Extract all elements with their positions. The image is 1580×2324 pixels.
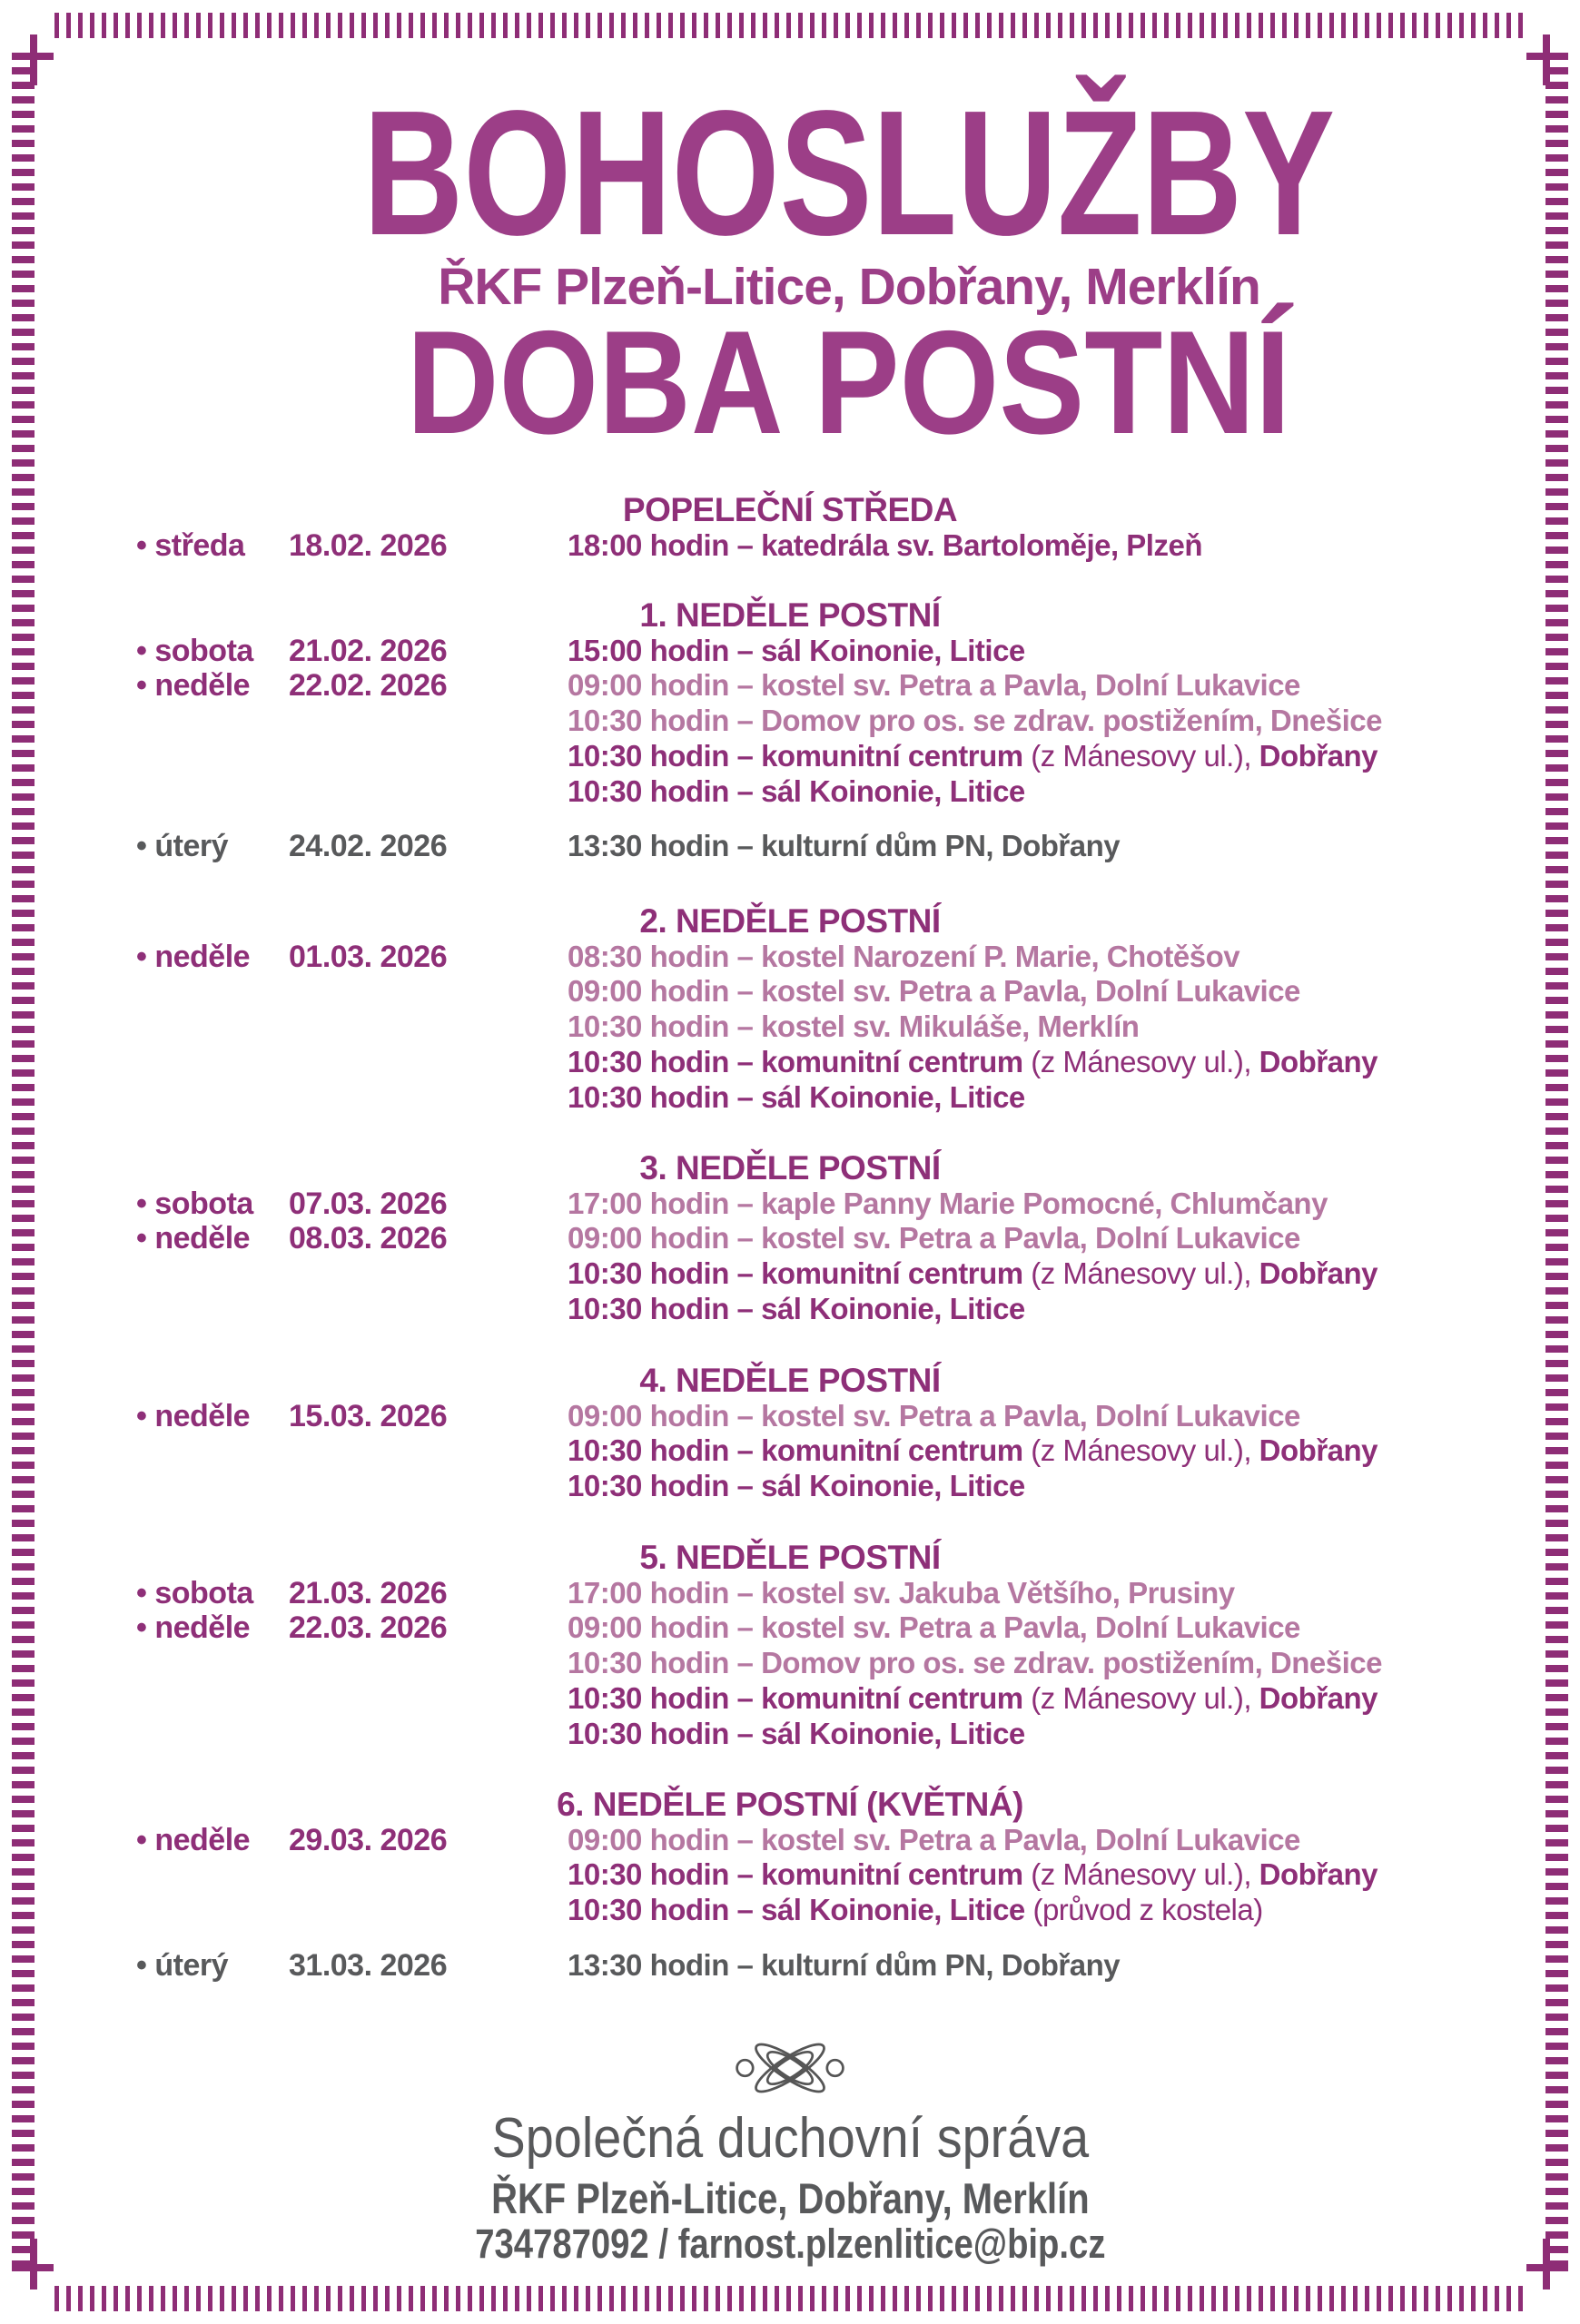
date-label <box>136 1610 447 1646</box>
service-time: 10:30 hodin – <box>568 1716 762 1750</box>
service-line <box>568 829 1580 864</box>
schedule-item <box>0 1948 1580 1984</box>
date-label <box>136 1576 447 1611</box>
service-place: sál Koinonie, Litice <box>761 633 1025 667</box>
service-line <box>568 974 1580 1009</box>
service-line <box>568 774 1580 810</box>
service-note: (průvod z kostela) <box>1032 1893 1263 1927</box>
date-value: 22.02. 2026 <box>289 668 448 704</box>
service-line <box>568 1221 1580 1256</box>
date-label <box>136 528 447 564</box>
schedule-item <box>0 1610 1580 1751</box>
service-place: kostel sv. Petra a Pavla, Dolní Lukavice <box>761 1822 1300 1856</box>
service-line <box>568 668 1580 704</box>
service-time: 10:30 hodin – <box>568 1857 762 1892</box>
service-place: kostel sv. Petra a Pavla, Dolní Lukavice <box>761 1398 1300 1433</box>
service-line <box>568 1399 1580 1434</box>
date-label <box>136 668 447 704</box>
day-of-week: • neděle <box>136 1398 251 1433</box>
date-label <box>136 829 447 864</box>
service-line <box>568 1433 1580 1469</box>
service-time: 13:30 hodin – <box>568 829 762 863</box>
service-line <box>568 704 1580 739</box>
service-line <box>568 634 1580 669</box>
border-bottom-dashes <box>54 2286 1526 2311</box>
service-time: 18:00 hodin – <box>568 527 762 562</box>
service-place: komunitní centrum <box>761 1857 1032 1892</box>
date-value: 31.03. 2026 <box>289 1947 448 1983</box>
schedule-item <box>0 829 1580 864</box>
service-time: 10:30 hodin – <box>568 1646 762 1680</box>
schedule-item <box>0 528 1580 564</box>
section-title: 3. NEDĚLE POSTNÍ <box>639 1149 941 1187</box>
service-note: (z Mánesovy ul.), <box>1031 1256 1259 1291</box>
service-note: (z Mánesovy ul.), <box>1031 1433 1259 1468</box>
service-lines <box>568 1187 1580 1222</box>
service-place: sál Koinonie, Litice <box>761 1079 1025 1114</box>
schedule-item <box>0 1187 1580 1222</box>
service-time: 10:30 hodin – <box>568 1079 762 1114</box>
service-place: komunitní centrum <box>761 738 1032 773</box>
section-title: 2. NEDĚLE POSTNÍ <box>639 902 941 940</box>
date-value: 15.03. 2026 <box>289 1398 448 1433</box>
date-value: 21.03. 2026 <box>289 1575 448 1610</box>
service-lines <box>568 1576 1580 1611</box>
service-line <box>568 1045 1580 1080</box>
service-lines <box>568 829 1580 864</box>
service-place: kostel Narození P. Marie, Chotěšov <box>761 939 1240 973</box>
section-title: 6. NEDĚLE POSTNÍ (KVĚTNÁ) <box>557 1786 1023 1823</box>
service-time: 09:00 hodin – <box>568 1610 762 1645</box>
service-time: 17:00 hodin – <box>568 1575 762 1610</box>
service-line <box>568 739 1580 774</box>
service-line <box>568 528 1580 564</box>
service-time: 13:30 hodin – <box>568 1947 762 1982</box>
service-note: (z Mánesovy ul.), <box>1031 1680 1259 1715</box>
schedule-item <box>0 1823 1580 1928</box>
date-value: 18.02. 2026 <box>289 527 448 563</box>
schedule-item <box>0 940 1580 1116</box>
date-value: 07.03. 2026 <box>289 1186 448 1221</box>
service-time: 09:00 hodin – <box>568 668 762 703</box>
service-place: komunitní centrum <box>761 1433 1032 1468</box>
day-of-week: • úterý <box>136 1947 228 1983</box>
date-value: 21.02. 2026 <box>289 633 448 668</box>
border-top-dashes <box>54 13 1526 38</box>
service-place: Domov pro os. se zdrav. postižením, Dnešice <box>761 1646 1382 1680</box>
schedule-section <box>0 493 1580 563</box>
service-line <box>568 1009 1580 1045</box>
service-note: (z Mánesovy ul.), <box>1031 1044 1259 1078</box>
service-time: 10:30 hodin – <box>568 773 762 808</box>
service-place: kaple Panny Marie Pomocné, Chlumčany <box>761 1186 1328 1220</box>
day-of-week: • neděle <box>136 668 251 704</box>
schedule-section <box>0 1787 1580 1984</box>
service-lines <box>568 1399 1580 1504</box>
service-line <box>568 1857 1580 1893</box>
service-lines <box>568 1823 1580 1928</box>
service-place: kulturní dům PN, Dobřany <box>761 1947 1121 1982</box>
service-line <box>568 1080 1580 1116</box>
service-lines <box>568 1610 1580 1751</box>
service-line <box>568 1256 1580 1292</box>
service-town: Dobřany <box>1259 1857 1378 1892</box>
service-line <box>568 1948 1580 1984</box>
schedule-item <box>0 1221 1580 1326</box>
service-place: katedrála sv. Bartoloměje, Plzeň <box>761 527 1202 562</box>
schedule-item <box>0 1399 1580 1504</box>
day-of-week: • sobota <box>136 1575 253 1610</box>
day-of-week: • neděle <box>136 1822 251 1857</box>
date-value: 24.02. 2026 <box>289 829 448 864</box>
service-time: 09:00 hodin – <box>568 1822 762 1856</box>
service-place: komunitní centrum <box>761 1044 1032 1078</box>
service-time: 10:30 hodin – <box>568 1009 762 1044</box>
schedule-item <box>0 668 1580 809</box>
service-line <box>568 1681 1580 1717</box>
day-of-week: • neděle <box>136 939 251 974</box>
knot-ornament-icon <box>0 2032 1580 2104</box>
date-label <box>136 940 447 975</box>
date-label <box>136 634 447 669</box>
service-place: komunitní centrum <box>761 1256 1032 1291</box>
service-place: kostel sv. Mikuláše, Merklín <box>761 1009 1140 1044</box>
service-time: 10:30 hodin – <box>568 704 762 738</box>
service-line <box>568 1292 1580 1327</box>
schedule-section <box>0 598 1580 864</box>
service-time: 17:00 hodin – <box>568 1186 762 1220</box>
service-place: sál Koinonie, Litice <box>761 1893 1033 1927</box>
service-line <box>568 1469 1580 1504</box>
service-lines <box>568 1221 1580 1326</box>
service-time: 15:00 hodin – <box>568 633 762 667</box>
section-title: 4. NEDĚLE POSTNÍ <box>639 1362 941 1399</box>
service-time: 10:30 hodin – <box>568 1256 762 1291</box>
service-town: Dobřany <box>1259 1256 1378 1291</box>
service-time: 10:30 hodin – <box>568 1291 762 1325</box>
service-place: kostel sv. Petra a Pavla, Dolní Lukavice <box>761 668 1300 703</box>
footer-administration: Společná duchovní správa <box>491 2107 1089 2170</box>
service-place: sál Koinonie, Litice <box>761 773 1025 808</box>
service-time: 08:30 hodin – <box>568 939 762 973</box>
service-time: 09:00 hodin – <box>568 974 762 1009</box>
date-label <box>136 1948 447 1984</box>
service-line <box>568 1893 1580 1928</box>
service-time: 10:30 hodin – <box>568 738 762 773</box>
service-line <box>568 1610 1580 1646</box>
service-place: sál Koinonie, Litice <box>761 1291 1025 1325</box>
service-line <box>568 1823 1580 1858</box>
service-place: sál Koinonie, Litice <box>761 1469 1025 1503</box>
parish-subtitle: ŘKF Plzeň-Litice, Dobřany, Merklín <box>438 258 1260 316</box>
service-line <box>568 1717 1580 1752</box>
service-time: 09:00 hodin – <box>568 1398 762 1433</box>
page-title: BOHOSLUŽBY <box>362 74 1336 272</box>
day-of-week: • úterý <box>136 829 228 864</box>
date-value: 29.03. 2026 <box>289 1822 448 1857</box>
service-time: 10:30 hodin – <box>568 1044 762 1078</box>
service-town: Dobřany <box>1259 1433 1378 1468</box>
date-label <box>136 1221 447 1256</box>
service-place: kostel sv. Petra a Pavla, Dolní Lukavice <box>761 1221 1300 1256</box>
service-place: kulturní dům PN, Dobřany <box>761 829 1121 863</box>
schedule-section <box>0 1541 1580 1751</box>
date-label <box>136 1399 447 1434</box>
service-lines <box>568 668 1580 809</box>
day-of-week: • neděle <box>136 1221 251 1256</box>
service-place: komunitní centrum <box>761 1680 1032 1715</box>
date-value: 08.03. 2026 <box>289 1221 448 1256</box>
section-title: POPELEČNÍ STŘEDA <box>622 491 958 528</box>
service-time: 09:00 hodin – <box>568 1221 762 1256</box>
day-of-week: • sobota <box>136 1186 253 1221</box>
service-lines <box>568 940 1580 1116</box>
schedule-section <box>0 1151 1580 1327</box>
service-lines <box>568 634 1580 669</box>
footer-contact: 734787092 / farnost.plzenlitice@bip.cz <box>474 2221 1106 2267</box>
service-place: kostel sv. Petra a Pavla, Dolní Lukavice <box>761 974 1300 1009</box>
section-title: 5. NEDĚLE POSTNÍ <box>639 1539 941 1576</box>
date-value: 01.03. 2026 <box>289 939 448 974</box>
day-of-week: • středa <box>136 527 245 563</box>
service-town: Dobřany <box>1259 1044 1378 1078</box>
service-place: Domov pro os. se zdrav. postižením, Dnešice <box>761 704 1382 738</box>
service-lines <box>568 528 1580 564</box>
service-line <box>568 1187 1580 1222</box>
service-town: Dobřany <box>1259 1680 1378 1715</box>
service-line <box>568 1576 1580 1611</box>
service-time: 10:30 hodin – <box>568 1469 762 1503</box>
section-title: 1. NEDĚLE POSTNÍ <box>639 596 941 634</box>
service-note: (z Mánesovy ul.), <box>1031 738 1259 773</box>
season-title: DOBA POSTNÍ <box>407 300 1291 465</box>
date-label <box>136 1187 447 1222</box>
service-time: 10:30 hodin – <box>568 1680 762 1715</box>
service-time: 10:30 hodin – <box>568 1893 762 1927</box>
schedule-item <box>0 634 1580 669</box>
schedule-section <box>0 1364 1580 1504</box>
service-line <box>568 1646 1580 1681</box>
service-place: kostel sv. Petra a Pavla, Dolní Lukavice <box>761 1610 1300 1645</box>
date-value: 22.03. 2026 <box>289 1610 448 1646</box>
schedule-section <box>0 904 1580 1115</box>
service-line <box>568 940 1580 975</box>
day-of-week: • neděle <box>136 1610 251 1646</box>
service-lines <box>568 1948 1580 1984</box>
service-town: Dobřany <box>1259 738 1378 773</box>
schedule-item <box>0 1576 1580 1611</box>
day-of-week: • sobota <box>136 633 253 668</box>
service-place: sál Koinonie, Litice <box>761 1716 1025 1750</box>
service-place: kostel sv. Jakuba Většího, Prusiny <box>761 1575 1235 1610</box>
date-label <box>136 1823 447 1858</box>
service-note: (z Mánesovy ul.), <box>1031 1857 1259 1892</box>
footer-parish: ŘKF Plzeň-Litice, Dobřany, Merklín <box>490 2174 1090 2222</box>
service-time: 10:30 hodin – <box>568 1433 762 1468</box>
